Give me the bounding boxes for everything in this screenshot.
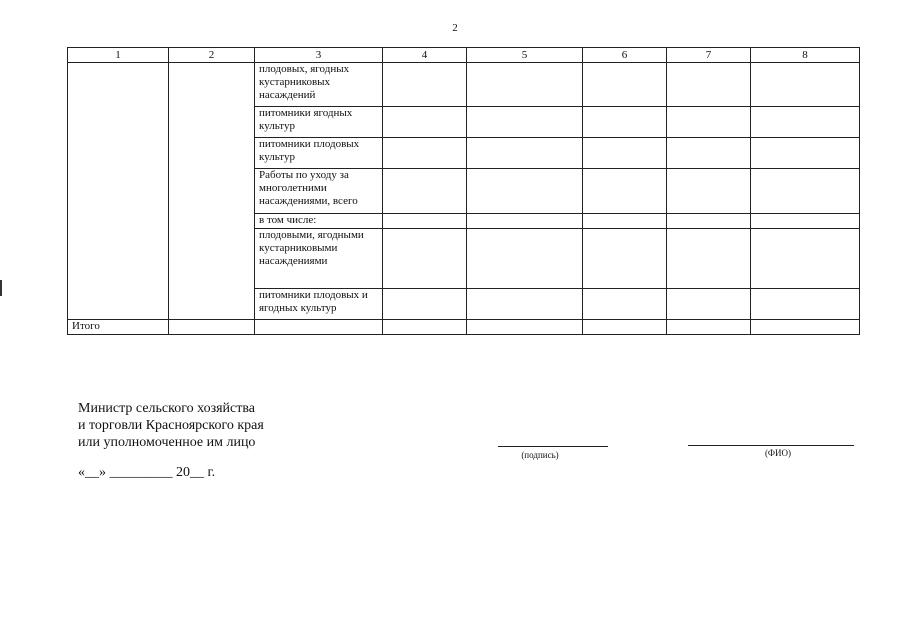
table-cell: [383, 229, 467, 289]
row-label: плодовыми, ягодными кустарниковыми насаждениями: [255, 229, 383, 289]
table-cell: [751, 169, 860, 214]
table-cell: [467, 320, 583, 335]
table-cell: [467, 63, 583, 107]
total-label: Итого: [68, 320, 169, 335]
table-cell: [169, 320, 255, 335]
table-cell: [667, 214, 751, 229]
table-cell: [667, 63, 751, 107]
scan-edge-mark: [0, 280, 2, 296]
total-row: [68, 320, 860, 335]
table-cell: [667, 289, 751, 320]
row-label: питомники плодовых культур: [255, 138, 383, 169]
table-cell: [751, 63, 860, 107]
table-cell: [467, 229, 583, 289]
table-cell: [667, 229, 751, 289]
table-cell: [667, 107, 751, 138]
column-header: 7: [667, 48, 751, 63]
table-row: [68, 63, 860, 107]
row-label: питомники плодовых и ягодных культур: [255, 289, 383, 320]
name-line: [688, 445, 854, 446]
column-header: 6: [583, 48, 667, 63]
table-cell: [751, 229, 860, 289]
signature-line: [498, 446, 608, 447]
column-header: 5: [467, 48, 583, 63]
signatory-title-line: Министр сельского хозяйства: [78, 401, 255, 416]
table-cell: [667, 169, 751, 214]
table-header-row: [68, 48, 860, 63]
page-number: 2: [452, 22, 458, 34]
table-cell: [751, 107, 860, 138]
table-cell: [583, 214, 667, 229]
row-label: плодовых, ягодных кустарниковых насаждений: [255, 63, 383, 107]
table-cell: [467, 107, 583, 138]
table-cell: [751, 214, 860, 229]
signatory-title-line: и торговли Красноярского края: [78, 418, 264, 433]
table-cell: [583, 229, 667, 289]
column-header: 3: [255, 48, 383, 63]
table-cell: [467, 138, 583, 169]
table-cell: [383, 138, 467, 169]
table-cell: [383, 63, 467, 107]
column-header: 1: [68, 48, 169, 63]
table-cell: [583, 289, 667, 320]
table-cell: [667, 138, 751, 169]
table-cell: [383, 169, 467, 214]
signatory-title-line: или уполномоченное им лицо: [78, 435, 256, 450]
signature-caption: (подпись): [521, 450, 559, 460]
signatory-title: [78, 400, 264, 451]
table-cell: [467, 289, 583, 320]
table-cell: [383, 107, 467, 138]
report-table: [67, 47, 860, 335]
column-header: 2: [169, 48, 255, 63]
merged-cell-col2: [169, 63, 255, 320]
table-cell: [467, 169, 583, 214]
row-label: питомники ягодных культур: [255, 107, 383, 138]
table-cell: [583, 169, 667, 214]
table-cell: [751, 320, 860, 335]
date-field: «__» _________ 20__ г.: [78, 465, 216, 480]
table-cell: [751, 138, 860, 169]
table-cell: [583, 63, 667, 107]
table-cell: [383, 214, 467, 229]
table-cell: [583, 320, 667, 335]
column-header: 4: [383, 48, 467, 63]
table-cell: [467, 214, 583, 229]
table-cell: [583, 138, 667, 169]
column-header: 8: [751, 48, 860, 63]
merged-cell-col1: [68, 63, 169, 320]
table-cell: [383, 320, 467, 335]
row-label: Работы по уходу за многолетними насаждениями, всего: [255, 169, 383, 214]
table-cell: [383, 289, 467, 320]
name-caption: (ФИО): [764, 448, 792, 458]
table-cell: [583, 107, 667, 138]
row-label: в том числе:: [255, 214, 383, 229]
table-cell: [667, 320, 751, 335]
table-cell: [751, 289, 860, 320]
table-cell: [255, 320, 383, 335]
